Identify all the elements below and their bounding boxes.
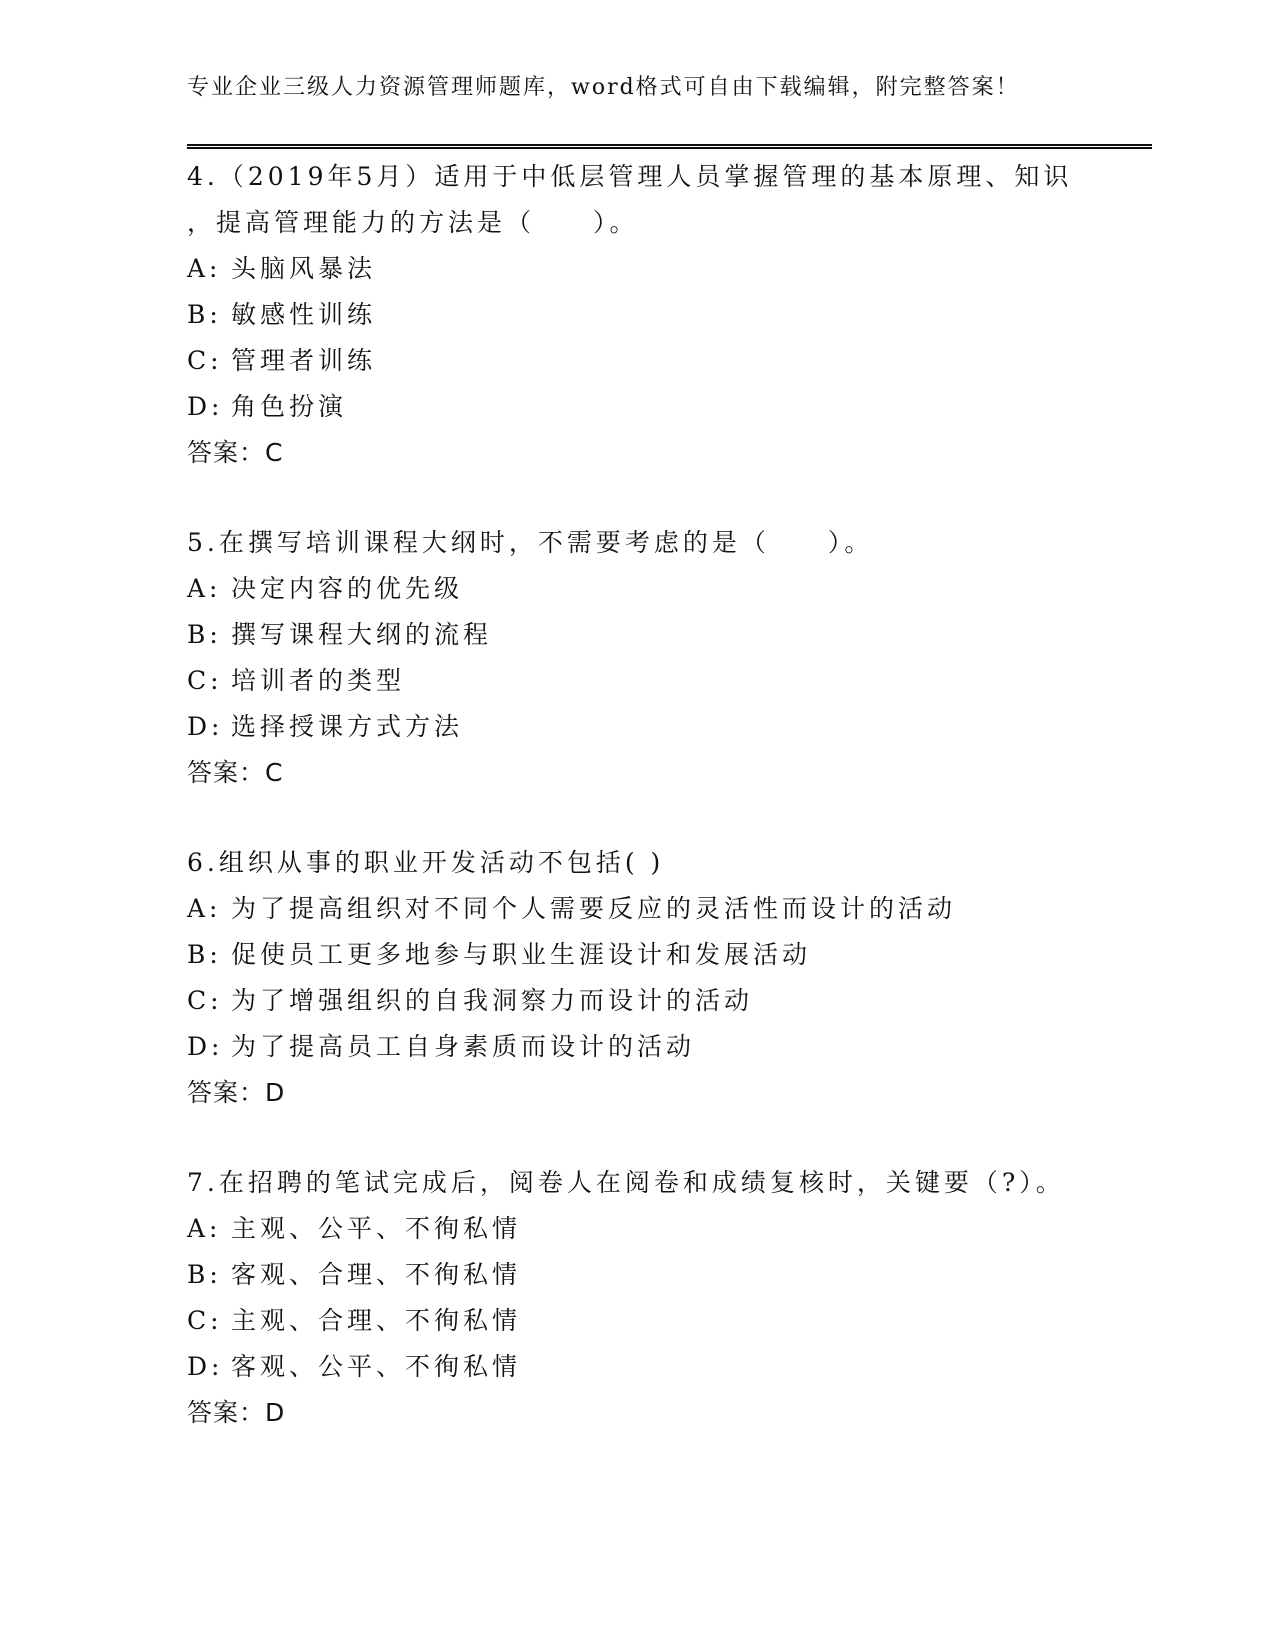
option-key: C: bbox=[187, 346, 223, 375]
option-key: A: bbox=[187, 1214, 222, 1243]
option-text: 敏感性训练 bbox=[231, 300, 377, 329]
option-text: 主观、公平、不徇私情 bbox=[231, 1214, 522, 1243]
question-list bbox=[187, 154, 1147, 1436]
option-c bbox=[187, 1298, 1147, 1344]
option-key: C: bbox=[187, 666, 223, 695]
option-key: D: bbox=[187, 1032, 224, 1061]
question-spacer bbox=[187, 476, 1147, 520]
option-d bbox=[187, 384, 1147, 430]
option-d bbox=[187, 1344, 1147, 1390]
header-divider bbox=[187, 144, 1152, 149]
answer-line: 答案：D bbox=[187, 1078, 286, 1107]
option-key: B: bbox=[187, 1260, 222, 1289]
option-text: 为了增强组织的自我洞察力而设计的活动 bbox=[231, 986, 754, 1015]
option-key: A: bbox=[187, 254, 222, 283]
option-key: A: bbox=[187, 894, 222, 923]
answer-line: 答案：C bbox=[187, 758, 284, 787]
answer-line: 答案：D bbox=[187, 1398, 286, 1427]
option-text: 客观、合理、不徇私情 bbox=[231, 1260, 522, 1289]
option-key: A: bbox=[187, 574, 222, 603]
option-key: D: bbox=[187, 392, 224, 421]
option-text: 客观、公平、不徇私情 bbox=[231, 1352, 522, 1381]
option-key: D: bbox=[187, 1352, 224, 1381]
question-spacer bbox=[187, 1116, 1147, 1160]
option-text: 培训者的类型 bbox=[231, 666, 406, 695]
option-text: 管理者训练 bbox=[231, 346, 377, 375]
option-a bbox=[187, 566, 1147, 612]
question-spacer bbox=[187, 796, 1147, 840]
option-b bbox=[187, 612, 1147, 658]
option-b bbox=[187, 1252, 1147, 1298]
option-key: B: bbox=[187, 300, 222, 329]
option-key: C: bbox=[187, 1306, 223, 1335]
option-c bbox=[187, 658, 1147, 704]
option-text: 主观、合理、不徇私情 bbox=[231, 1306, 522, 1335]
question-stem-line: 4.（2019年5月）适用于中低层管理人员掌握管理的基本原理、知识 bbox=[187, 162, 1073, 191]
question-stem-line: 7.在招聘的笔试完成后，阅卷人在阅卷和成绩复核时，关键要（?）。 bbox=[187, 1168, 1065, 1197]
question-7 bbox=[187, 1160, 1147, 1436]
option-a bbox=[187, 246, 1147, 292]
question-stem-line: 6.组织从事的职业开发活动不包括( ) bbox=[187, 848, 665, 877]
option-text: 为了提高组织对不同个人需要反应的灵活性而设计的活动 bbox=[231, 894, 957, 923]
question-5 bbox=[187, 520, 1147, 796]
option-text: 促使员工更多地参与职业生涯设计和发展活动 bbox=[231, 940, 812, 969]
option-key: D: bbox=[187, 712, 224, 741]
answer-line: 答案：C bbox=[187, 438, 284, 467]
option-text: 为了提高员工自身素质而设计的活动 bbox=[231, 1032, 696, 1061]
option-b bbox=[187, 932, 1147, 978]
question-4 bbox=[187, 154, 1147, 476]
option-text: 头脑风暴法 bbox=[231, 254, 377, 283]
question-6 bbox=[187, 840, 1147, 1116]
option-key: B: bbox=[187, 940, 222, 969]
option-b bbox=[187, 292, 1147, 338]
option-d bbox=[187, 1024, 1147, 1070]
option-a bbox=[187, 1206, 1147, 1252]
question-stem-line: 5.在撰写培训课程大纲时，不需要考虑的是（ ）。 bbox=[187, 528, 874, 557]
option-text: 决定内容的优先级 bbox=[231, 574, 464, 603]
option-text: 选择授课方式方法 bbox=[231, 712, 464, 741]
option-c bbox=[187, 978, 1147, 1024]
page-header: 专业企业三级人力资源管理师题库，word格式可自由下载编辑，附完整答案！ bbox=[187, 75, 1020, 100]
option-text: 撰写课程大纲的流程 bbox=[231, 620, 493, 649]
option-c bbox=[187, 338, 1147, 384]
option-a bbox=[187, 886, 1147, 932]
question-stem-line: ，提高管理能力的方法是（ ）。 bbox=[187, 208, 639, 237]
option-d bbox=[187, 704, 1147, 750]
option-key: B: bbox=[187, 620, 222, 649]
option-text: 角色扮演 bbox=[231, 392, 348, 421]
option-key: C: bbox=[187, 986, 223, 1015]
